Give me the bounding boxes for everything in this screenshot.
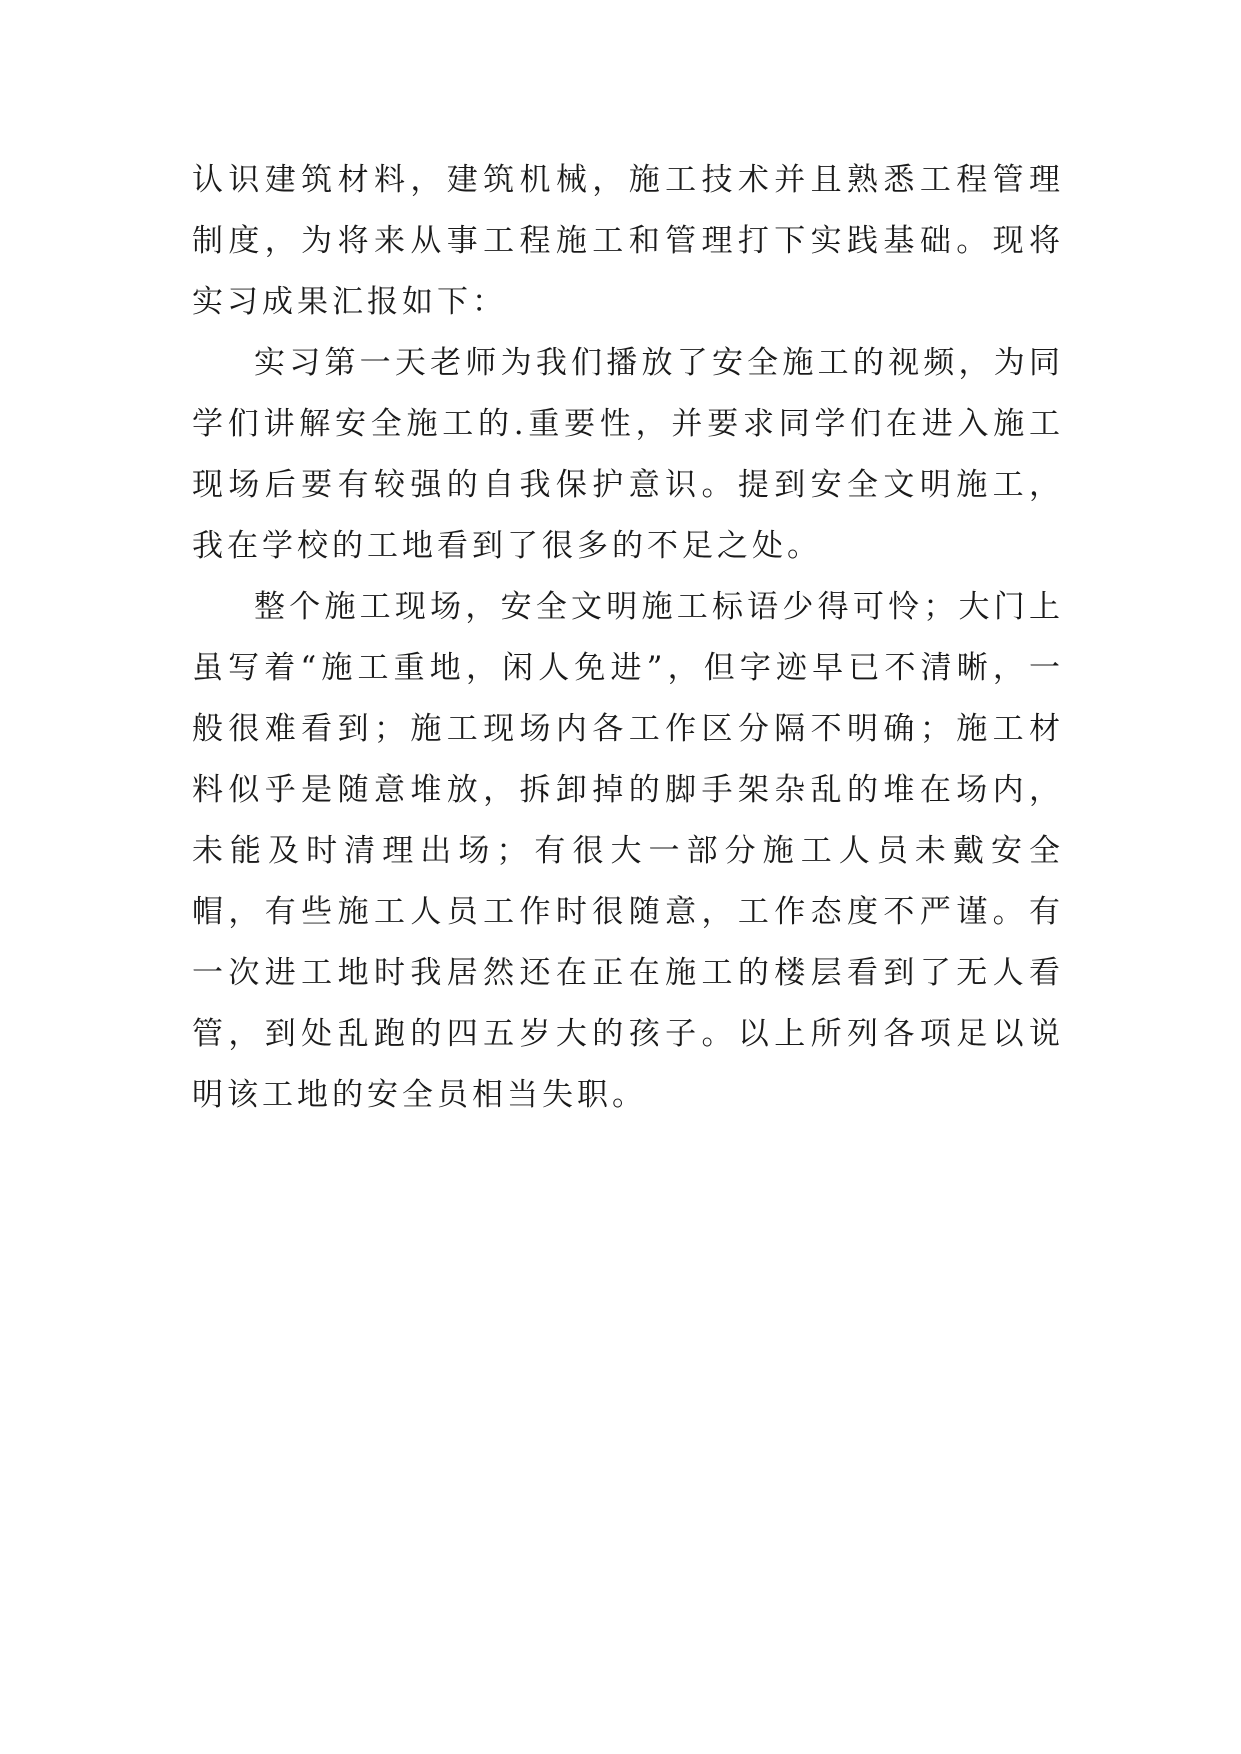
paragraph-site-conditions: 整个施工现场，安全文明施工标语少得可怜；大门上虽写着“施工重地，闲人免进”，但字迹早已不清晰，一般很难看到；施工现场内各工作区分隔不明确；施工材料似乎是随意堆放，拆卸掉的脚手架杂乱的堆在场内，未能及时清理出场；有很大一部分施工人员未戴安全帽，有些施工人员工作时很随意，工作态度不严谨。有一次进工地时我居然还在正在施工的楼层看到了无人看管，到处乱跑的四五岁大的孩子。以上所列各项足以说明该工地的安全员相当失职。 bbox=[192, 589, 1064, 1113]
document-body bbox=[192, 150, 1064, 1126]
paragraph-first-day: 实习第一天老师为我们播放了安全施工的视频，为同学们讲解安全施工的.重要性，并要求同学们在进入施工现场后要有较强的自我保护意识。提到安全文明施工，我在学校的工地看到了很多的不足之处。 bbox=[192, 345, 1064, 564]
paragraph-continuation: 认识建筑材料，建筑机械，施工技术并且熟悉工程管理制度，为将来从事工程施工和管理打下实践基础。现将实习成果汇报如下： bbox=[192, 162, 1064, 320]
